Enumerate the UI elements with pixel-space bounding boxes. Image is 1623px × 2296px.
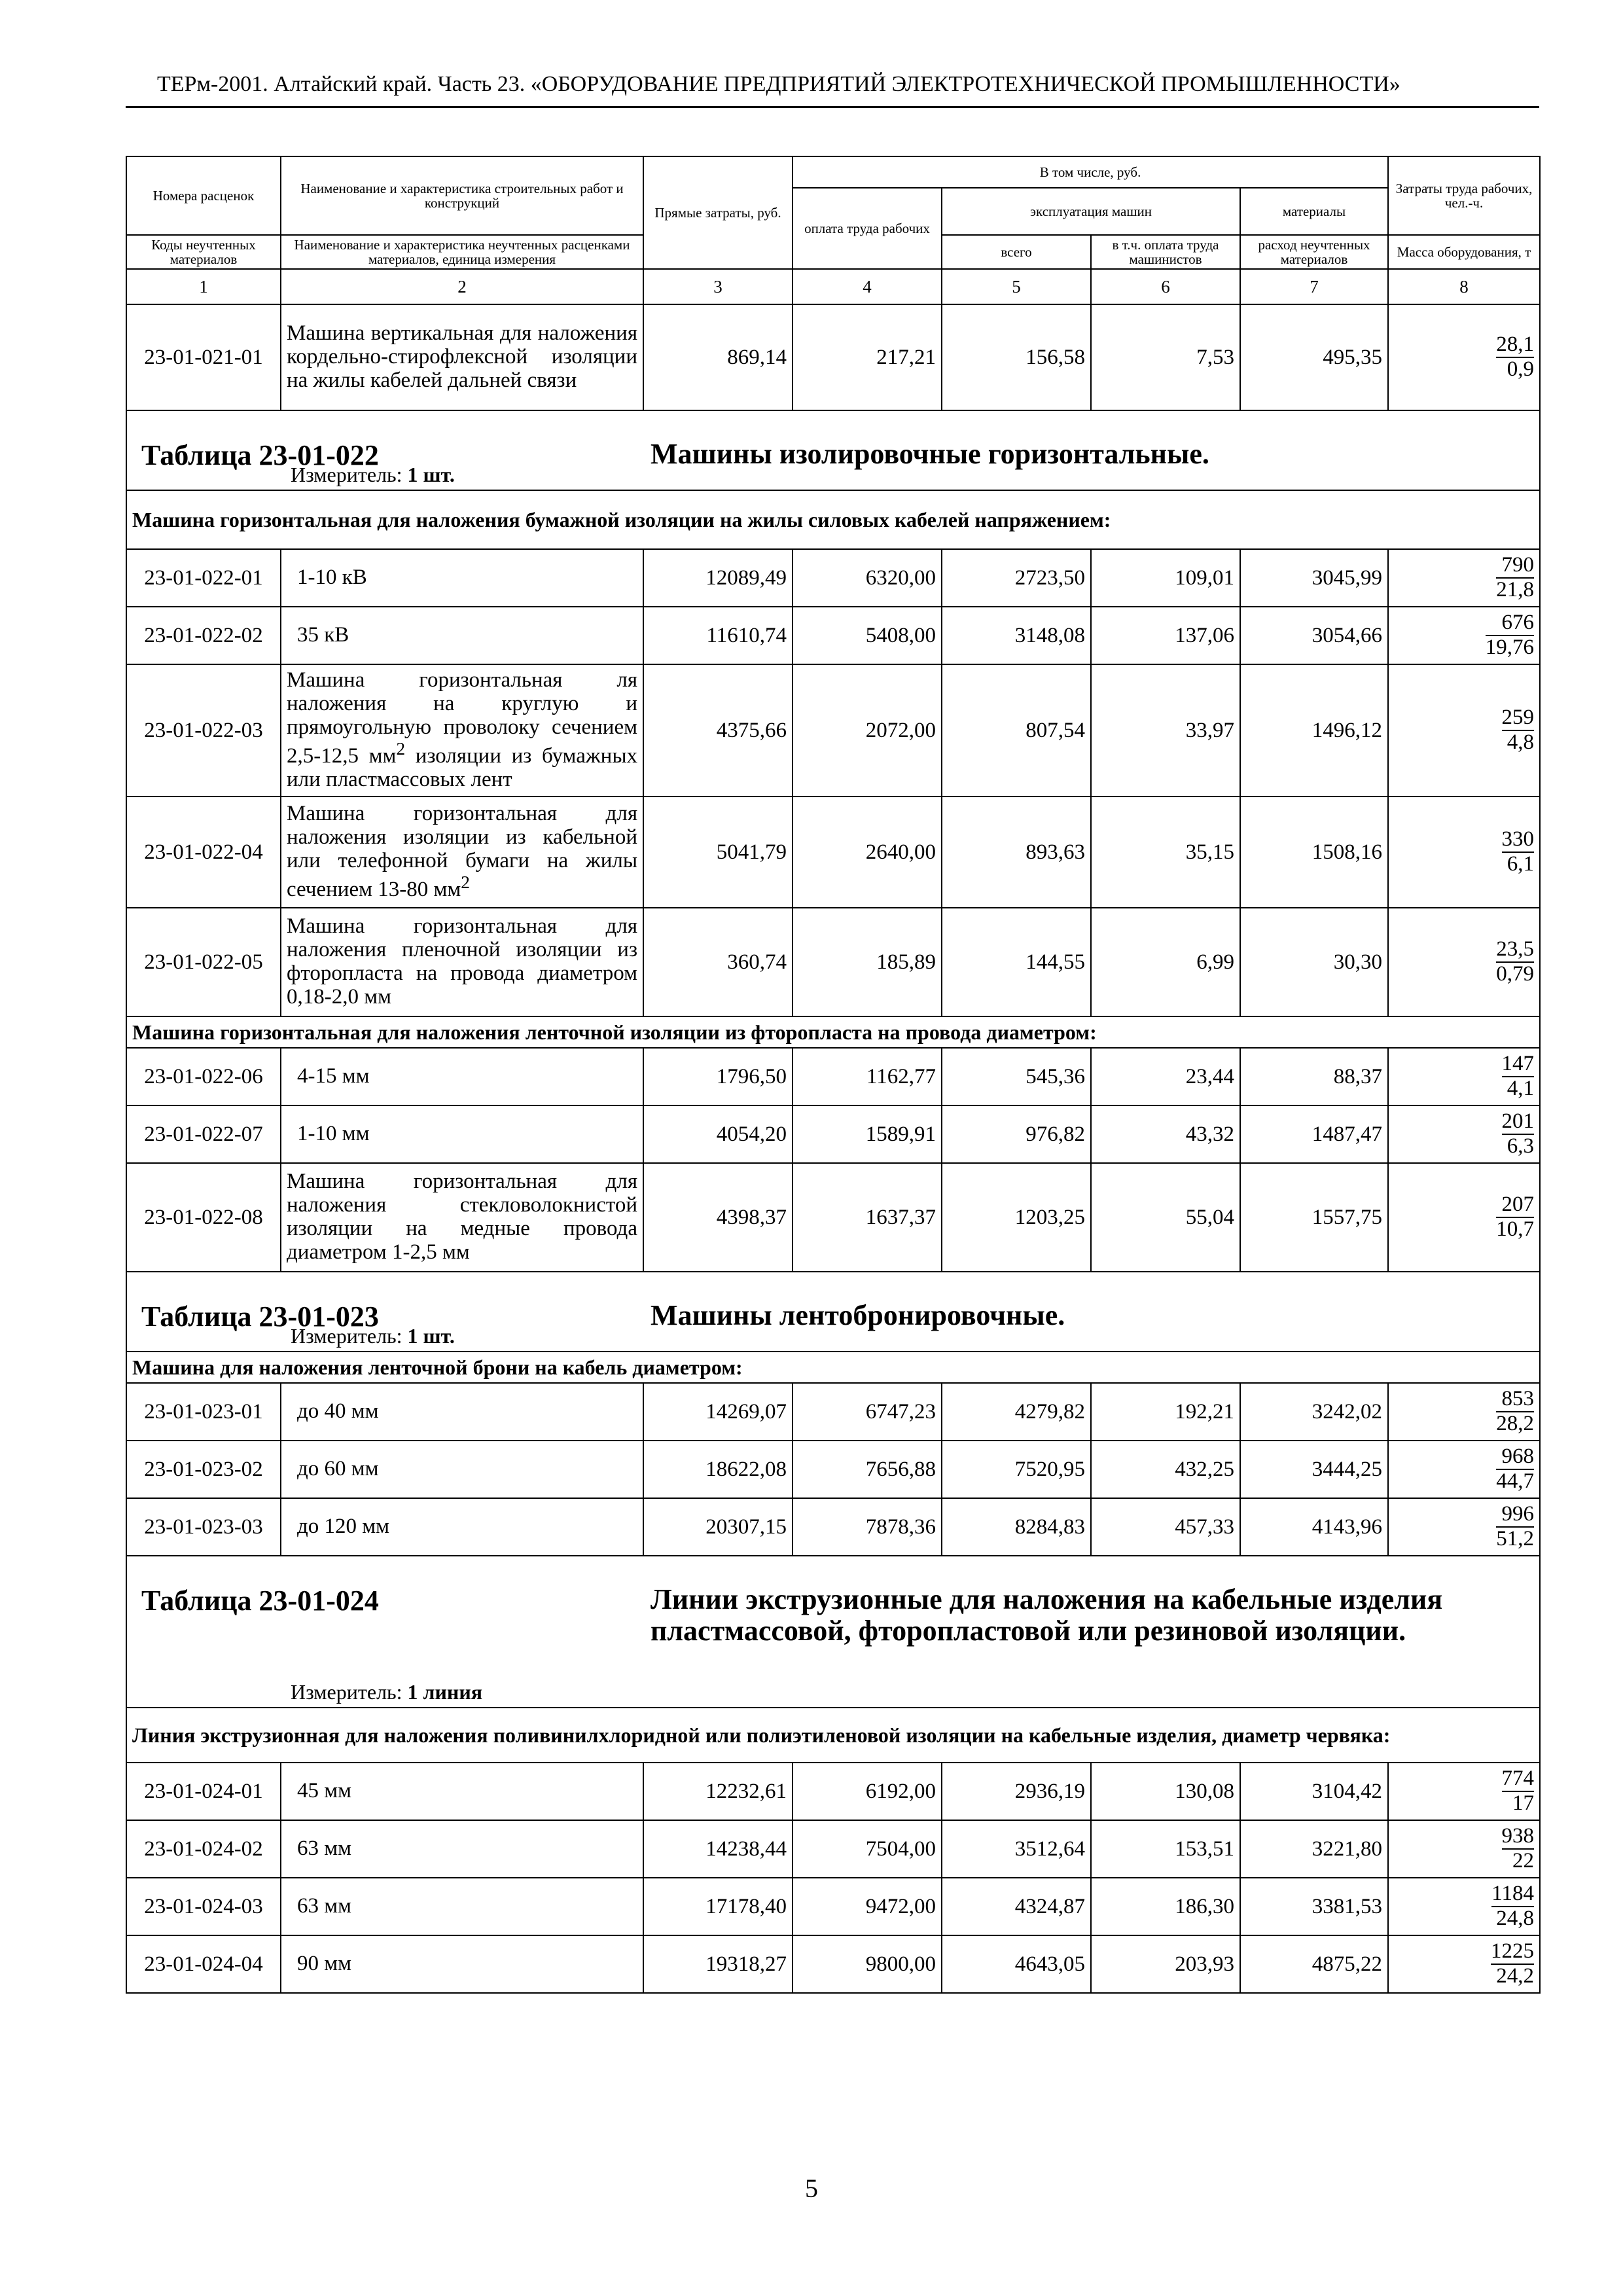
materials-cost: 3221,80 <box>1240 1820 1388 1878</box>
labor-pay: 2640,00 <box>793 797 942 908</box>
work-name: до 120 мм <box>281 1498 643 1556</box>
table-row <box>126 1935 1540 1993</box>
table-row <box>126 1105 1540 1163</box>
equipment-mass: 6,1 <box>1507 852 1535 876</box>
labor-hours: 28,1 <box>1496 333 1534 358</box>
work-name: 1-10 мм <box>281 1105 643 1163</box>
page-number: 5 <box>805 2174 818 2203</box>
col3-header: Прямые затраты, руб. <box>643 156 793 269</box>
table-row <box>126 797 1540 908</box>
direct-cost: 4375,66 <box>643 664 793 797</box>
measure-label: Измеритель: <box>291 1680 402 1704</box>
equipment-mass: 28,2 <box>1496 1412 1535 1435</box>
equipment-mass: 19,76 <box>1485 636 1535 659</box>
labor-pay: 1589,91 <box>793 1105 942 1163</box>
rate-code: 23-01-022-02 <box>126 607 281 664</box>
col-number: 6 <box>1091 269 1240 304</box>
operator-pay: 7,53 <box>1091 304 1240 410</box>
labor-pay: 1162,77 <box>793 1048 942 1105</box>
work-name-part: Машина горизонтальная для наложения изоляции из кабельной или телефонной бумаги на жилы сечением 13-80 мм <box>287 801 637 902</box>
superscript: 2 <box>396 738 406 759</box>
direct-cost: 18622,08 <box>643 1441 793 1498</box>
rate-code: 23-01-022-04 <box>126 797 281 908</box>
equipment-mass: 6,3 <box>1507 1134 1535 1158</box>
labor-mass <box>1388 1820 1540 1878</box>
machine-total: 2936,19 <box>942 1763 1091 1820</box>
col8-header-top: Затраты труда рабочих, чел.-ч. <box>1388 156 1540 235</box>
operator-pay: 55,04 <box>1091 1163 1240 1272</box>
table-row <box>126 1441 1540 1498</box>
labor-mass <box>1388 549 1540 607</box>
col5-header: всего <box>942 235 1091 269</box>
direct-cost: 14238,44 <box>643 1820 793 1878</box>
direct-cost: 869,14 <box>643 304 793 410</box>
table-number: Таблица 23-01-023 <box>141 1300 379 1333</box>
materials-cost: 3381,53 <box>1240 1878 1388 1935</box>
machine-total: 4324,87 <box>942 1878 1091 1935</box>
work-name-part: изоляции из бумажных или пластмассовых лент <box>287 744 637 792</box>
header-rule <box>126 106 1539 108</box>
equipment-mass: 24,8 <box>1496 1907 1535 1930</box>
table-row <box>126 1878 1540 1935</box>
direct-cost: 4398,37 <box>643 1163 793 1272</box>
col4-header: оплата труда рабочих <box>793 188 942 269</box>
table-row <box>126 1763 1540 1820</box>
labor-hours: 996 <box>1496 1503 1534 1528</box>
materials-cost: 3444,25 <box>1240 1441 1388 1498</box>
labor-hours: 147 <box>1502 1052 1535 1077</box>
direct-cost: 5041,79 <box>643 797 793 908</box>
labor-hours: 968 <box>1496 1445 1534 1470</box>
rate-code: 23-01-024-02 <box>126 1820 281 1878</box>
rate-code: 23-01-022-06 <box>126 1048 281 1105</box>
labor-mass <box>1388 1048 1540 1105</box>
work-name: 63 мм <box>281 1820 643 1878</box>
machine-total: 8284,83 <box>942 1498 1091 1556</box>
direct-cost: 4054,20 <box>643 1105 793 1163</box>
materials-cost: 3242,02 <box>1240 1383 1388 1441</box>
labor-pay: 7656,88 <box>793 1441 942 1498</box>
labor-hours: 1225 <box>1491 1940 1534 1965</box>
equipment-mass: 21,8 <box>1496 578 1535 601</box>
measure-label: Измеритель: <box>291 1324 402 1348</box>
materials-cost: 3104,42 <box>1240 1763 1388 1820</box>
work-name <box>281 797 643 908</box>
col-number: 8 <box>1388 269 1540 304</box>
table-022-heading <box>126 410 1540 490</box>
materials-cost: 1508,16 <box>1240 797 1388 908</box>
work-name-part: Машина горизонтальная ля наложения на круглую и прямоугольную проволоку сечением 2,5-12,5 мм <box>287 668 637 768</box>
machine-total: 976,82 <box>942 1105 1091 1163</box>
materials-cost: 3045,99 <box>1240 549 1388 607</box>
table-row <box>126 908 1540 1016</box>
operator-pay: 192,21 <box>1091 1383 1240 1441</box>
exploit-header: эксплуатация машин <box>942 188 1240 235</box>
equipment-mass: 24,2 <box>1496 1964 1535 1988</box>
labor-mass <box>1388 1105 1540 1163</box>
rate-code: 23-01-022-08 <box>126 1163 281 1272</box>
labor-mass <box>1388 1763 1540 1820</box>
work-name: до 60 мм <box>281 1441 643 1498</box>
rate-code: 23-01-021-01 <box>126 304 281 410</box>
table-023-heading <box>126 1272 1540 1352</box>
materials-cost: 495,35 <box>1240 304 1388 410</box>
direct-cost: 19318,27 <box>643 1935 793 1993</box>
table-row <box>126 304 1540 410</box>
machine-total: 156,58 <box>942 304 1091 410</box>
column-numbers-row <box>126 269 1540 304</box>
table-row <box>126 1498 1540 1556</box>
equipment-mass: 4,1 <box>1507 1077 1535 1100</box>
work-name <box>281 664 643 797</box>
operator-pay: 109,01 <box>1091 549 1240 607</box>
labor-pay: 9800,00 <box>793 1935 942 1993</box>
included-header: В том числе, руб. <box>793 156 1388 188</box>
col8-header-bottom: Масса оборудования, т <box>1388 235 1540 269</box>
operator-pay: 43,32 <box>1091 1105 1240 1163</box>
work-name: 63 мм <box>281 1878 643 1935</box>
labor-mass <box>1388 797 1540 908</box>
equipment-mass: 44,7 <box>1496 1469 1535 1493</box>
labor-mass <box>1388 304 1540 410</box>
labor-mass <box>1388 908 1540 1016</box>
direct-cost: 12232,61 <box>643 1763 793 1820</box>
price-table <box>126 156 1541 1994</box>
table-024-heading <box>126 1556 1540 1708</box>
materials-cost: 1496,12 <box>1240 664 1388 797</box>
rate-code: 23-01-024-04 <box>126 1935 281 1993</box>
labor-mass <box>1388 1878 1540 1935</box>
operator-pay: 153,51 <box>1091 1820 1240 1878</box>
col1-header: Номера расценок <box>126 156 281 235</box>
labor-pay: 6192,00 <box>793 1763 942 1820</box>
rate-code: 23-01-023-02 <box>126 1441 281 1498</box>
materials-cost: 88,37 <box>1240 1048 1388 1105</box>
operator-pay: 23,44 <box>1091 1048 1240 1105</box>
work-name: Машина горизонтальная для наложения стекловолокнистой изоляции на медные провода диаметром 1-2,5 мм <box>281 1163 643 1272</box>
labor-mass <box>1388 1935 1540 1993</box>
header-row-1 <box>126 156 1540 188</box>
machine-total: 4643,05 <box>942 1935 1091 1993</box>
subheading-row <box>126 490 1540 549</box>
labor-hours: 1184 <box>1491 1882 1534 1907</box>
materials-cost: 4875,22 <box>1240 1935 1388 1993</box>
measure <box>291 1680 482 1704</box>
equipment-mass: 22 <box>1512 1849 1535 1873</box>
col-number: 5 <box>942 269 1091 304</box>
table-title: Машины изолировочные горизонтальные. <box>651 438 1209 470</box>
materials-cost: 4143,96 <box>1240 1498 1388 1556</box>
machine-total: 893,63 <box>942 797 1091 908</box>
operator-pay: 137,06 <box>1091 607 1240 664</box>
materials-cost: 3054,66 <box>1240 607 1388 664</box>
materials-header: материалы <box>1240 188 1388 235</box>
labor-hours: 938 <box>1502 1825 1535 1850</box>
equipment-mass: 4,8 <box>1507 730 1535 754</box>
subheading: Машина горизонтальная для наложения бумажной изоляции на жилы силовых кабелей напряжением: <box>126 490 1540 549</box>
running-header: ТЕРм-2001. Алтайский край. Часть 23. «ОБОРУДОВАНИЕ ПРЕДПРИЯТИЙ ЭЛЕКТРОТЕХНИЧЕСКОЙ ПРОМЫШЛЕННОСТИ» <box>157 72 1400 96</box>
direct-cost: 17178,40 <box>643 1878 793 1935</box>
direct-cost: 11610,74 <box>643 607 793 664</box>
labor-pay: 7878,36 <box>793 1498 942 1556</box>
operator-pay: 6,99 <box>1091 908 1240 1016</box>
col1-header-bottom: Коды неучтенных материалов <box>126 235 281 269</box>
labor-mass <box>1388 1163 1540 1272</box>
measure-value: 1 шт. <box>407 463 455 486</box>
labor-pay: 185,89 <box>793 908 942 1016</box>
work-name: до 40 мм <box>281 1383 643 1441</box>
labor-hours: 774 <box>1502 1767 1535 1792</box>
machine-total: 545,36 <box>942 1048 1091 1105</box>
labor-pay: 5408,00 <box>793 607 942 664</box>
machine-total: 4279,82 <box>942 1383 1091 1441</box>
labor-mass <box>1388 1498 1540 1556</box>
equipment-mass: 51,2 <box>1496 1527 1535 1551</box>
labor-hours: 201 <box>1502 1110 1535 1135</box>
measure-value: 1 шт. <box>407 1324 455 1348</box>
superscript: 2 <box>461 872 470 893</box>
materials-cost: 1557,75 <box>1240 1163 1388 1272</box>
table-row <box>126 1048 1540 1105</box>
table-row <box>126 1163 1540 1272</box>
col6-header: в т.ч. оплата труда машинистов <box>1091 235 1240 269</box>
direct-cost: 360,74 <box>643 908 793 1016</box>
machine-total: 2723,50 <box>942 549 1091 607</box>
labor-hours: 853 <box>1496 1388 1534 1412</box>
equipment-mass: 17 <box>1512 1791 1535 1815</box>
labor-hours: 259 <box>1502 706 1535 731</box>
materials-cost: 1487,47 <box>1240 1105 1388 1163</box>
table-title: Машины лентобронировочные. <box>651 1299 1065 1331</box>
col-number: 2 <box>281 269 643 304</box>
table-title: Линии экструзионные для наложения на кабельные изделия пластмассовой, фторопластовой или резиновой изоляции. <box>651 1583 1443 1647</box>
work-name: 90 мм <box>281 1935 643 1993</box>
direct-cost: 12089,49 <box>643 549 793 607</box>
rate-code: 23-01-024-03 <box>126 1878 281 1935</box>
subheading-row <box>126 1016 1540 1048</box>
table-number: Таблица 23-01-022 <box>141 439 379 471</box>
work-name: 4-15 мм <box>281 1048 643 1105</box>
operator-pay: 33,97 <box>1091 664 1240 797</box>
rate-code: 23-01-022-03 <box>126 664 281 797</box>
rate-code: 23-01-023-01 <box>126 1383 281 1441</box>
labor-pay: 1637,37 <box>793 1163 942 1272</box>
equipment-mass: 10,7 <box>1496 1217 1535 1241</box>
measure-value: 1 линия <box>407 1680 483 1704</box>
measure <box>291 463 455 487</box>
work-name: 35 кВ <box>281 607 643 664</box>
labor-hours: 790 <box>1496 554 1534 579</box>
table-row <box>126 1383 1540 1441</box>
labor-mass <box>1388 1441 1540 1498</box>
machine-total: 1203,25 <box>942 1163 1091 1272</box>
operator-pay: 35,15 <box>1091 797 1240 908</box>
work-name: 1-10 кВ <box>281 549 643 607</box>
work-name: Машина вертикальная для наложения кордельно-стирофлексной изоляции на жилы кабелей дальней связи <box>281 304 643 410</box>
labor-pay: 217,21 <box>793 304 942 410</box>
rate-code: 23-01-023-03 <box>126 1498 281 1556</box>
subheading: Машина горизонтальная для наложения ленточной изоляции из фторопласта на провода диаметром: <box>126 1016 1540 1048</box>
col-number: 1 <box>126 269 281 304</box>
machine-total: 3512,64 <box>942 1820 1091 1878</box>
measure <box>291 1324 455 1348</box>
labor-mass <box>1388 1383 1540 1441</box>
labor-hours: 23,5 <box>1496 938 1534 963</box>
work-name: 45 мм <box>281 1763 643 1820</box>
col2-header: Наименование и характеристика строительных работ и конструкций <box>281 156 643 235</box>
col2-header-bottom: Наименование и характеристика неучтенных расценками материалов, единица измерения <box>281 235 643 269</box>
subheading: Линия экструзионная для наложения поливинилхлоридной или полиэтиленовой изоляции на кабельные изделия, диаметр червяка: <box>126 1708 1540 1763</box>
col-number: 4 <box>793 269 942 304</box>
direct-cost: 1796,50 <box>643 1048 793 1105</box>
equipment-mass: 0,79 <box>1496 962 1535 986</box>
rate-code: 23-01-022-01 <box>126 549 281 607</box>
machine-total: 144,55 <box>942 908 1091 1016</box>
rate-code: 23-01-022-07 <box>126 1105 281 1163</box>
table-row <box>126 607 1540 664</box>
labor-mass <box>1388 664 1540 797</box>
machine-total: 807,54 <box>942 664 1091 797</box>
subheading-row <box>126 1708 1540 1763</box>
labor-pay: 2072,00 <box>793 664 942 797</box>
col7-header: расход неучтенных материалов <box>1240 235 1388 269</box>
labor-pay: 6320,00 <box>793 549 942 607</box>
rate-code: 23-01-024-01 <box>126 1763 281 1820</box>
subheading: Машина для наложения ленточной брони на кабель диаметром: <box>126 1352 1540 1383</box>
labor-mass <box>1388 607 1540 664</box>
operator-pay: 457,33 <box>1091 1498 1240 1556</box>
direct-cost: 20307,15 <box>643 1498 793 1556</box>
operator-pay: 186,30 <box>1091 1878 1240 1935</box>
rate-code: 23-01-022-05 <box>126 908 281 1016</box>
labor-pay: 7504,00 <box>793 1820 942 1878</box>
materials-cost: 30,30 <box>1240 908 1388 1016</box>
labor-hours: 330 <box>1502 828 1535 853</box>
table-row <box>126 664 1540 797</box>
equipment-mass: 0,9 <box>1507 357 1535 381</box>
subheading-row <box>126 1352 1540 1383</box>
machine-total: 7520,95 <box>942 1441 1091 1498</box>
table-row <box>126 549 1540 607</box>
measure-label: Измеритель: <box>291 463 402 486</box>
labor-hours: 676 <box>1486 611 1534 636</box>
operator-pay: 203,93 <box>1091 1935 1240 1993</box>
operator-pay: 432,25 <box>1091 1441 1240 1498</box>
labor-pay: 9472,00 <box>793 1878 942 1935</box>
work-name: Машина горизонтальная для наложения пленочной изоляции из фторопласта на провода диаметром 0,18-2,0 мм <box>281 908 643 1016</box>
table-row <box>126 1820 1540 1878</box>
col-number: 3 <box>643 269 793 304</box>
table-number: Таблица 23-01-024 <box>141 1585 379 1617</box>
labor-pay: 6747,23 <box>793 1383 942 1441</box>
labor-hours: 207 <box>1496 1193 1534 1218</box>
operator-pay: 130,08 <box>1091 1763 1240 1820</box>
col-number: 7 <box>1240 269 1388 304</box>
machine-total: 3148,08 <box>942 607 1091 664</box>
direct-cost: 14269,07 <box>643 1383 793 1441</box>
